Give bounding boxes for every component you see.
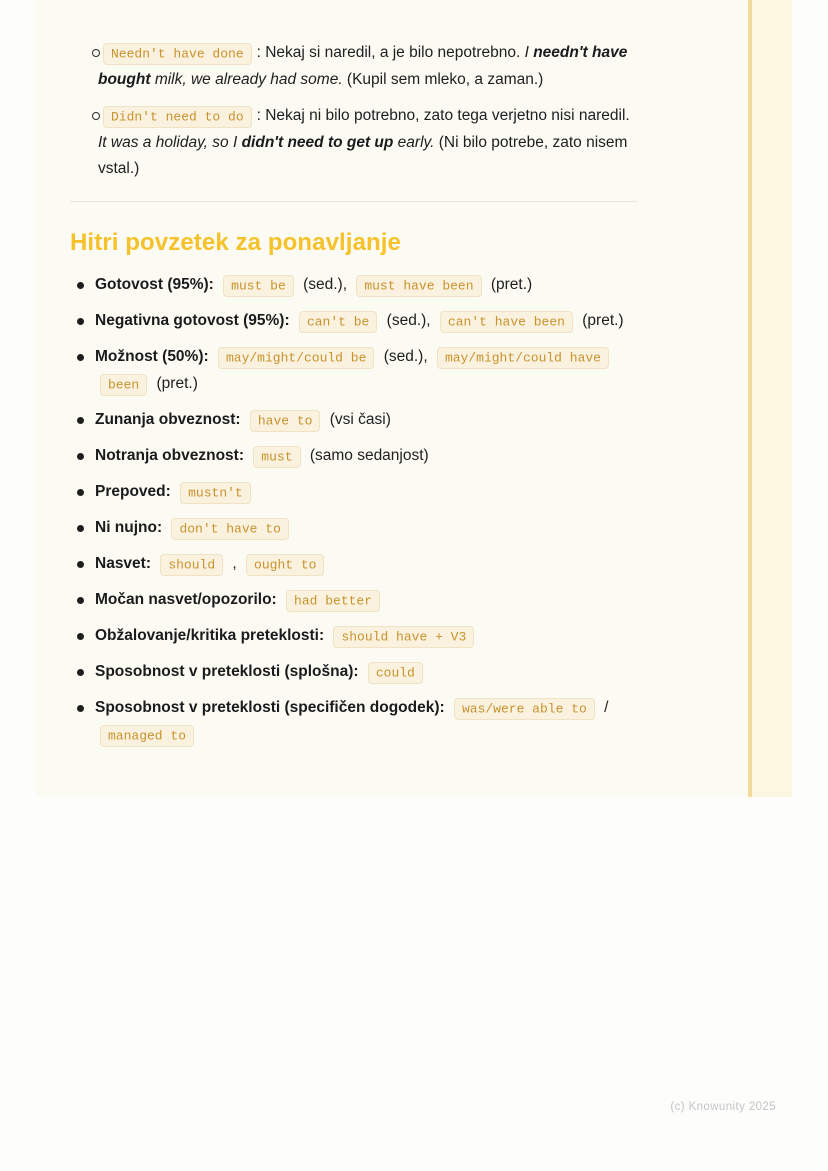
bullet-icon [77, 453, 84, 460]
inline-code-tag: could [368, 662, 423, 684]
text-segment: Močan nasvet/opozorilo: [95, 591, 282, 608]
text-segment: : Nekaj si naredil, a je bilo nepotrebno. [256, 44, 525, 61]
list-item [70, 623, 637, 650]
text-segment: (samo sedanjost) [305, 447, 429, 464]
bullet-icon [77, 561, 84, 568]
inline-code-tag: have to [250, 410, 321, 432]
list-item-text [98, 44, 627, 88]
text-segment: Gotovost (95%): [95, 276, 219, 293]
list-item [70, 308, 637, 335]
list-item [70, 40, 637, 93]
list-item [70, 103, 637, 182]
inline-code-tag: can't have been [440, 311, 573, 333]
text-segment: Nasvet: [95, 555, 156, 572]
text-segment: Zunanja obveznost: [95, 411, 245, 428]
inline-code-tag: mustn't [180, 482, 251, 504]
inline-code-tag: should have + V3 [333, 626, 474, 648]
list-item-text [95, 627, 479, 644]
bullet-icon [77, 705, 84, 712]
text-segment: (vsi časi) [325, 411, 391, 428]
bullet-icon [77, 489, 84, 496]
list-item-text [95, 591, 385, 608]
text-segment: / [599, 699, 609, 716]
text-segment: Sposobnost v preteklosti (splošna): [95, 663, 363, 680]
inline-code-tag: was/were able to [454, 698, 595, 720]
text-segment: (Ni bilo potrebe, zato nisem vstal.) [98, 134, 628, 177]
bullet-icon [77, 282, 84, 289]
inline-code-tag: can't be [299, 311, 377, 333]
text-segment: Prepoved: [95, 483, 176, 500]
summary-bullet-list [70, 272, 637, 749]
document-card [36, 0, 792, 797]
list-item-text [95, 699, 608, 743]
list-item-text [95, 276, 532, 293]
text-segment: (sed.), [379, 348, 432, 365]
list-item-text [95, 447, 429, 464]
inline-code-tag: may/might/could have been [100, 347, 609, 396]
text-segment: (pret.) [152, 375, 198, 392]
text-segment: (sed.), [298, 276, 352, 293]
list-item [70, 515, 637, 542]
text-segment: (Kupil sem mleko, a zaman.) [342, 71, 544, 88]
bullet-icon [77, 354, 84, 361]
list-item [70, 443, 637, 470]
text-segment: I [524, 44, 534, 61]
list-item-text [95, 348, 614, 392]
list-item-text [95, 519, 294, 536]
list-item-text [95, 663, 428, 680]
list-item [70, 659, 637, 686]
text-segment: , [228, 555, 242, 572]
text-segment: It was a holiday, so I [98, 134, 242, 151]
text-segment: Notranja obveznost: [95, 447, 249, 464]
text-segment: : Nekaj ni bilo potrebno, zato tega verjetno nisi naredil. [256, 107, 630, 124]
side-accent-strip [748, 0, 792, 797]
circle-bullet-icon [92, 49, 100, 57]
section-divider [70, 201, 637, 202]
inline-code-tag: had better [286, 590, 380, 612]
text-segment: milk, we already had some. [150, 71, 343, 88]
bullet-icon [77, 597, 84, 604]
text-segment: early. [393, 134, 435, 151]
list-item [70, 695, 637, 749]
inline-code-tag: don't have to [171, 518, 288, 540]
bullet-icon [77, 417, 84, 424]
bullet-icon [77, 669, 84, 676]
text-segment: (pret.) [486, 276, 533, 293]
text-segment: Možnost (50%): [95, 348, 213, 365]
inline-code-tag: must [253, 446, 300, 468]
inline-code-tag: may/might/could be [218, 347, 374, 369]
list-item-text [95, 411, 391, 428]
text-segment: Ni nujno: [95, 519, 167, 536]
list-item [70, 479, 637, 506]
text-segment: (sed.), [382, 312, 435, 329]
list-item-text [98, 107, 630, 177]
list-item-text [95, 483, 256, 500]
list-item [70, 551, 637, 578]
circle-bullet-icon [92, 112, 100, 120]
copyright-text: (c) Knowunity 2025 [670, 1101, 776, 1113]
document-content [36, 0, 748, 797]
text-segment: Obžalovanje/kritika preteklosti: [95, 627, 329, 644]
inline-code-tag: Didn't need to do [103, 106, 252, 128]
list-item [70, 272, 637, 299]
bullet-icon [77, 633, 84, 640]
inline-code-tag: ought to [246, 554, 324, 576]
sub-bullet-list [70, 40, 637, 182]
inline-code-tag: Needn't have done [103, 43, 252, 65]
list-item-text [95, 312, 624, 329]
section-heading: Hitri povzetek za ponavljanje [70, 229, 401, 256]
text-segment: needn't have bought [98, 44, 628, 88]
list-item [70, 407, 637, 434]
text-segment: (pret.) [577, 312, 624, 329]
inline-code-tag: should [160, 554, 223, 576]
bullet-icon [77, 318, 84, 325]
inline-code-tag: managed to [100, 725, 194, 747]
inline-code-tag: must be [223, 275, 294, 297]
inline-code-tag: must have been [356, 275, 481, 297]
text-segment: Negativna gotovost (95%): [95, 312, 294, 329]
bullet-icon [77, 525, 84, 532]
list-item [70, 344, 637, 398]
list-item-text [95, 555, 329, 572]
text-segment: Sposobnost v preteklosti (specifičen dogodek): [95, 699, 449, 716]
list-item [70, 587, 637, 614]
text-segment: didn't need to get up [241, 134, 394, 151]
